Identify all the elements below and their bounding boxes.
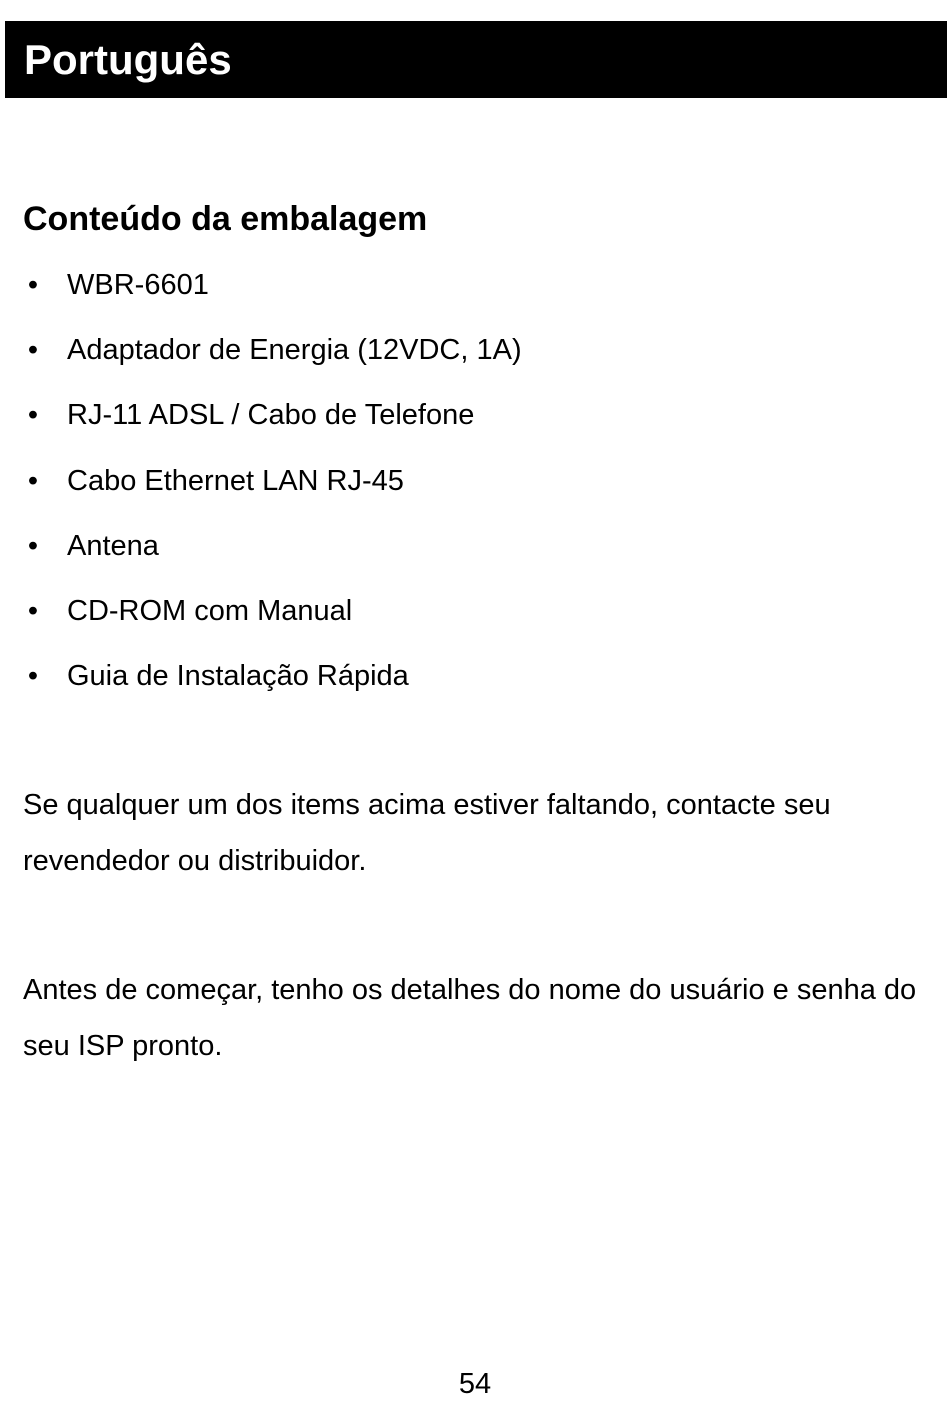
list-item-text: WBR-6601 (67, 269, 209, 301)
bullet-icon: • (27, 399, 39, 432)
before-start-paragraph: Antes de começar, tenho os detalhes do nome do usuário e senha do seu ISP pronto. (23, 974, 917, 1062)
bullet-icon: • (27, 594, 39, 627)
bullet-icon: • (27, 269, 39, 301)
bullet-icon: • (27, 464, 39, 497)
bullet-icon: • (27, 529, 39, 562)
list-item-text: Guia de Instalação Rápida (67, 660, 409, 693)
bullet-icon: • (27, 660, 39, 693)
list-item-text: Antena (67, 529, 159, 562)
language-title: Português (24, 36, 232, 83)
missing-items-paragraph: Se qualquer um dos items acima estiver faltando, contacte seu revendedor ou distribuidor. (23, 789, 831, 877)
page-number: 54 (458, 1368, 492, 1400)
list-item-text: Cabo Ethernet LAN RJ-45 (67, 464, 404, 497)
list-item-text: RJ-11 ADSL / Cabo de Telefone (67, 399, 475, 432)
section-heading: Conteúdo da embalagem (23, 200, 428, 238)
bullet-icon: • (27, 334, 39, 367)
list-item-text: CD-ROM com Manual (67, 594, 353, 627)
list-item-text: Adaptador de Energia (12VDC, 1A) (67, 334, 522, 367)
language-banner (5, 21, 947, 98)
